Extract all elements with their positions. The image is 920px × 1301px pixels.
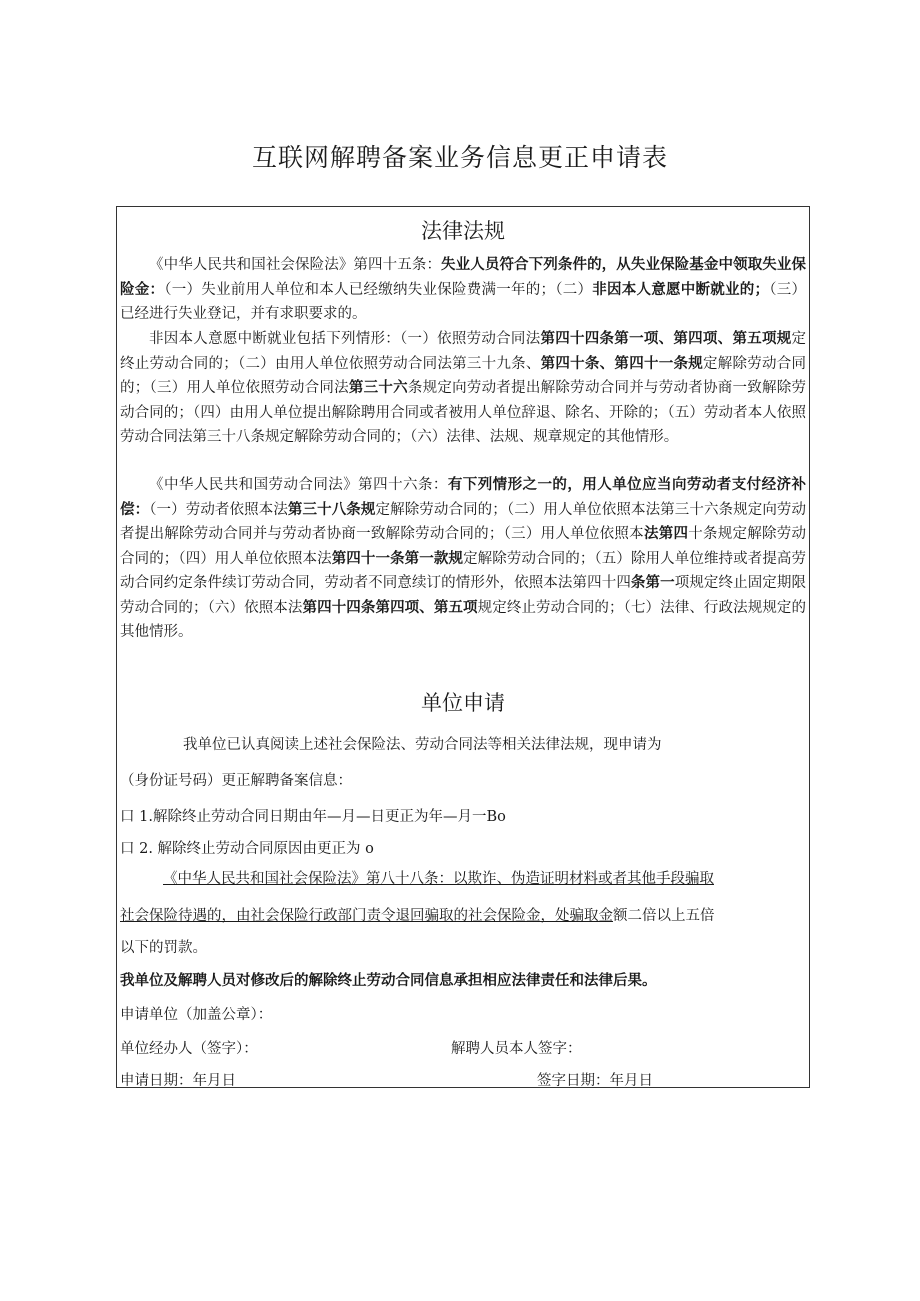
- p2-part: 条规定向劳动者提出解除劳动合同并与劳动者协商一致解除劳动合同的；（四）由用人单位提出解除聘用合同或者被用人单位辞退、除名、开除的；（五）劳动者本人依照劳动合同法第三十八条规定解除劳动合同的；（六）法律、法规、规章规定的其他情形。: [120, 380, 807, 445]
- p3-bold: 法第四: [643, 525, 689, 542]
- p2-part: 非因本人意愿中断就业包括下列情形：（一）依照劳动合同法: [149, 331, 541, 347]
- penalty-line-2: [120, 904, 715, 925]
- p1-bold: 失业人员符合下列条件的，从失业保险基金中领取失业保险金：: [120, 256, 806, 298]
- option-date-correction[interactable]: 口 1.解除终止劳动合同日期由年—月—日更正为年—月一Bo: [120, 809, 506, 825]
- law-paragraph-1: [120, 253, 806, 327]
- form-title: 互联网解聘备案业务信息更正申请表: [251, 143, 668, 172]
- penalty-underlined: 社会保险待遇的，由社会保险行政部门责令退回骗取的社会保险金，处骗取金: [120, 908, 613, 924]
- form-box: [116, 206, 810, 1088]
- p3-part: 项规定终止固定期限劳动合同的；（六）依照本法: [120, 575, 807, 616]
- penalty-line-1: 《中华人民共和国社会保险法》第八十八条：以欺诈、伪造证明材料或者其他手段骗取: [163, 871, 714, 887]
- apply-id-line: （身份证号码）更正解聘备案信息：: [120, 773, 352, 789]
- p3-part: 十条规定解除劳动合同的；（四）用人单位依照本法: [120, 526, 807, 567]
- apply-section-heading: 单位申请: [421, 691, 505, 715]
- apply-date-label: 申请日期：年月日: [120, 1073, 236, 1089]
- law-paragraph-2: [120, 327, 806, 450]
- p3-part: 定解除劳动合同的；（二）用人单位依照本法第三十六条规定向劳动者提出解除劳动合同并与劳动者协商一致解除劳动合同的；（三）用人单位依照本: [120, 501, 807, 542]
- penalty-line-3: 以下的罚款。: [120, 940, 207, 956]
- employee-signature-label: 解聘人员本人签字：: [451, 1041, 582, 1057]
- p3-bold: 第四十一条第一款规: [331, 549, 464, 567]
- law-paragraph-3: [120, 473, 806, 645]
- p3-part: 规定终止劳动合同的；（七）法律、行政法规规定的其他情形。: [120, 599, 807, 640]
- applicant-unit-label: 申请单位（加盖公章）：: [120, 1007, 273, 1023]
- sign-date-label: 签字日期：年月日: [537, 1073, 653, 1089]
- p2-part: 定解除劳动合同的；（三）用人单位依照劳动合同法: [120, 355, 807, 396]
- penalty-rest: 额二倍以上五倍: [613, 908, 715, 924]
- p1-bold: 非因本人意愿中断就业的；: [592, 280, 769, 298]
- p3-part: 《中华人民共和国劳动合同法》第四十六条：: [149, 477, 448, 493]
- p3-bold: 第三十八条规: [287, 500, 376, 518]
- p3-part: 定解除劳动合同的；（五）除用人单位维持或者提高劳动合同约定条件续订劳动合同，劳动者不同意续订的情形外，依照本法第四十四: [120, 550, 807, 591]
- p2-part: 定终止劳动合同的；（二）由用人单位依照劳动合同法第三十九条、: [120, 331, 807, 372]
- p2-bold: 第四十四条第一项、第四项、第五项规: [540, 330, 792, 347]
- p2-bold: 第三十六: [348, 379, 408, 396]
- apply-intro-line: 我单位已认真阅读上述社会保险法、劳动合同法等相关法律法规，现申请为: [183, 737, 662, 753]
- liability-statement: 我单位及解聘人员对修改后的解除终止劳动合同信息承担相应法律责任和法律后果。: [120, 972, 657, 989]
- handler-signature-label: 单位经办人（签字）：: [120, 1041, 258, 1057]
- p3-bold: 第四十四条第四项、第五项: [302, 598, 478, 616]
- p1-part: （三）已经进行失业登记，并有求职要求的。: [120, 281, 806, 322]
- law-section-heading: 法律法规: [421, 219, 505, 243]
- p3-bold: 有下列情形之一的，用人单位应当向劳动者支付经济补偿：: [120, 476, 807, 518]
- p3-part: （一）劳动者依照本法: [149, 501, 288, 518]
- p2-bold: 第四十条、第四十一条规: [540, 354, 703, 372]
- p1-part: 《中华人民共和国社会保险法》第四十五条：: [149, 257, 442, 273]
- p3-bold: 条第一: [630, 574, 675, 591]
- option-reason-correction[interactable]: 口 2. 解除终止劳动合同原因由更正为 o: [120, 841, 374, 857]
- p1-part: （一）失业前用人单位和本人已经缴纳失业保险费满一年的；（二）: [164, 281, 593, 298]
